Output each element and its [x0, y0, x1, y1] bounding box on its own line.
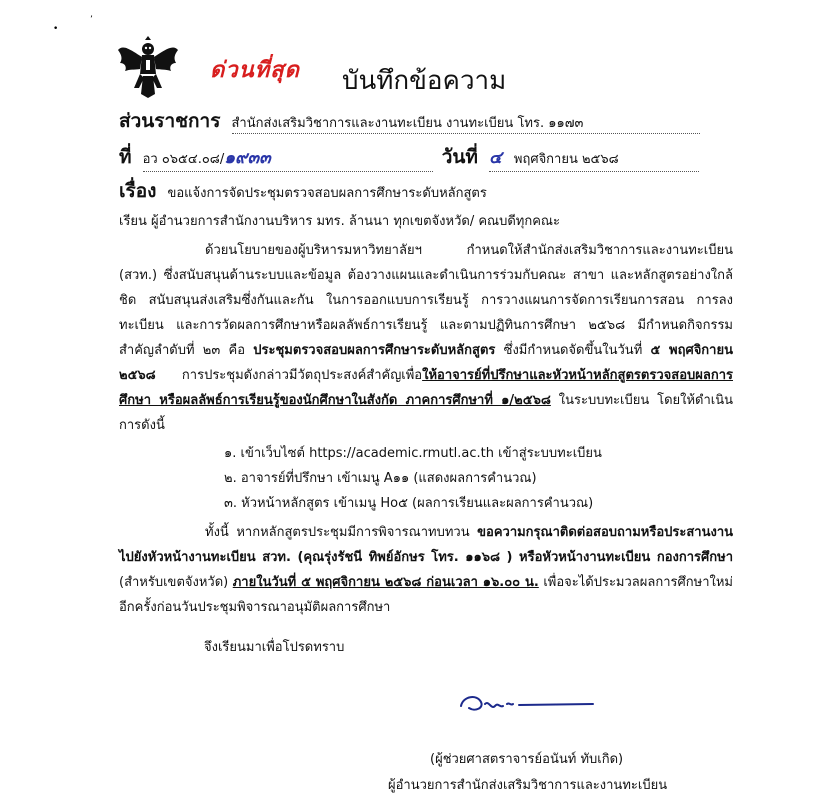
ref-number-handwritten: ๑๙๓๓: [224, 148, 271, 168]
subject-label: เรื่อง: [119, 180, 157, 202]
p2-deadline: ภายในวันที่ ๕ พฤศจิกายน ๒๕๖๘ ก่อนเวลา ๑๖.๐๐ น.: [232, 575, 539, 590]
salutation: เรียน ผู้อำนวยการสำนักงานบริหาร มทร. ล้านนา ทุกเขตจังหวัด/ คณบดีทุกคณะ: [119, 214, 560, 229]
scan-speck: ʼ: [90, 15, 93, 25]
body-paragraph-1: [119, 238, 733, 438]
p1-meeting-title: ประชุมตรวจสอบผลการศึกษาระดับหลักสูตร: [253, 343, 496, 358]
steps-list: [224, 441, 602, 516]
p2-text-c: (สำหรับเขตจังหวัด): [119, 575, 233, 590]
date-label: วันที่: [441, 146, 478, 168]
body-paragraph-2: [119, 520, 733, 620]
step-item: ๓. หัวหน้าหลักสูตร เข้าเมนู Ho๕ (ผลการเรียนและผลการคำนวณ): [224, 496, 594, 511]
date-field: [489, 144, 699, 172]
signer-name: (ผู้ช่วยศาสตราจารย์อนันท์ ทับเกิด): [430, 752, 624, 767]
scan-speck: •: [53, 24, 59, 34]
garuda-emblem-icon: [117, 36, 179, 98]
agency-value: สำนักส่งเสริมวิชาการและงานทะเบียน งานทะเบียน โทร. ๑๑๗๓: [232, 112, 700, 134]
agency-row: [119, 106, 700, 132]
subject-value: ขอแจ้งการจัดประชุมตรวจสอบผลการศึกษาระดับหลักสูตร: [167, 186, 487, 201]
handwritten-signature-icon: [455, 688, 595, 718]
date-value: พฤศจิกายน ๒๕๖๘: [513, 152, 619, 167]
subject-row: [119, 176, 487, 202]
p1-text-a: ด้วยนโยบายของผู้บริหารมหาวิทยาลัยฯ กำหนดให้สำนักส่งเสริมวิชาการและงานทะเบียน (สวท.) ซึ่งสนับสนุนด้านระบบและข้อมูล ต้องวางแผนและดำเนินการร่วมกับคณะ สาขา และหลักสูตรอย่างใกล้ชิด สนับสนุนส่งเสริมซึ่งกันและกัน ในการออกแบบการเรียนรู้ การวางแผนการจัดการเรียนการสอน การลงทะเบียน และการวัดผลการศึกษาหรือผลลัพธ์การเรียนรู้ และตามปฏิทินการศึกษา ๒๕๖๘ มีกำหนดกิจกรรมสำคัญลำดับที่ ๒๓ คือ: [119, 243, 733, 358]
step-item: ๑. เข้าเว็บไซต์ https://academic.rmutl.ac.th เข้าสู่ระบบทะเบียน: [224, 446, 602, 461]
ref-date-row: [119, 142, 739, 168]
p1-text-e: การประชุมดังกล่าวมีวัตถุประสงค์สำคัญเพื่อ: [155, 368, 423, 383]
p1-meeting-date: ๕ พฤศจิกายน ๒๕๖๘: [119, 343, 733, 383]
urgency-stamp: ด่วนที่สุด: [210, 58, 300, 83]
p1-objective: ให้อาจารย์ที่ปรึกษาและหัวหน้าหลักสูตรตรวจสอบผลการศึกษา หรือผลลัพธ์การเรียนรู้ของนักศึกษาในสังกัด ภาคการศึกษาที่ ๑/๒๕๖๘: [119, 368, 733, 408]
date-day-handwritten: ๔: [489, 148, 502, 168]
closing-line: จึงเรียนมาเพื่อโปรดทราบ: [204, 640, 345, 655]
p1-text-c: ซึ่งมีกำหนดจัดขึ้นในวันที่: [495, 343, 651, 358]
ref-value: อว ๐๖๕๔.๐๘/: [142, 152, 225, 167]
signer-position: ผู้อำนวยการสำนักส่งเสริมวิชาการและงานทะเบียน: [388, 778, 668, 793]
ref-field: [143, 144, 433, 172]
p2-text-e: เพื่อจะได้ประมวลผลการศึกษาใหม่อีกครั้งก่อนวันประชุมพิจารณาอนุมัติผลการศึกษา: [119, 575, 733, 615]
agency-label: ส่วนราชการ: [119, 110, 221, 132]
p1-text-g: ในระบบทะเบียน โดยให้ดำเนินการดังนี้: [119, 393, 733, 433]
p2-contact: ขอความกรุณาติดต่อสอบถามหรือประสานงานไปยังหัวหน้างานทะเบียน สวท. (คุณรุ่งรัชนี ทิพย์อักษร โทร. ๑๑๖๘ ) หรือหัวหน้างานทะเบียน กองการศึกษา: [119, 525, 733, 565]
p2-text-a: ทั้งนี้ หากหลักสูตรประชุมมีการพิจารณาทบทวน: [205, 525, 478, 540]
step-item: ๒. อาจารย์ที่ปรึกษา เข้าเมนู A๑๑ (แสดงผลการคำนวณ): [224, 471, 537, 486]
ref-label: ที่: [119, 146, 132, 168]
memo-title: บันทึกข้อความ: [342, 66, 507, 96]
